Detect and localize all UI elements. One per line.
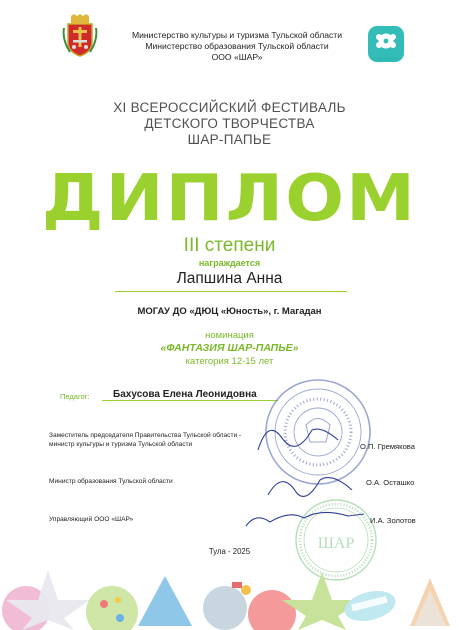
green-ball-icon	[86, 586, 138, 630]
signature-1	[258, 429, 338, 450]
decorative-ornaments	[0, 560, 459, 630]
organizer-line-3: ООО «ШАР»	[211, 52, 263, 62]
blue-tree-icon	[138, 576, 192, 626]
stamp-text: ШАР	[317, 535, 355, 552]
school: МОГАУ ДО «ДЮЦ «Юность», г. Магадан	[137, 306, 322, 317]
signatory-3-title: Управляющий ООО «ШАР»	[49, 516, 134, 523]
logo-caption: шар-папье	[372, 56, 400, 62]
city-year: Тула - 2025	[208, 547, 251, 556]
signatory-1-name: О.П. Гремякова	[360, 442, 415, 451]
red-ball-icon	[248, 590, 296, 630]
teacher-name: Бахусова Елена Леонидовна	[113, 389, 257, 400]
signatory-2-name: О.А. Осташко	[366, 478, 415, 487]
festival-line-3: ШАР-ПАПЬЕ	[187, 132, 272, 147]
round-official-stamp	[266, 380, 370, 484]
diploma-title: ДИПЛОМ	[41, 162, 418, 236]
organizer-line-1: Министерство культуры и туризма Тульской области	[131, 30, 343, 40]
nomination: «ФАНТАЗИЯ ШАР-ПАПЬЕ»	[160, 342, 299, 354]
divider	[115, 291, 347, 292]
organizers	[112, 30, 362, 63]
festival-line-1: XI ВСЕРОССИЙСКИЙ ФЕСТИВАЛЬ	[113, 100, 346, 115]
grey-ball-icon	[203, 586, 247, 630]
signatory-1-title-line-2: министр культуры и туризма Тульской области	[49, 440, 193, 448]
signatory-1-title-line-1: Заместитель председателя Правительства Тульской области -	[49, 432, 242, 439]
awarded-label: награждается	[198, 258, 261, 268]
shar-papier-logo	[366, 26, 406, 66]
age-category: категория 12-15 лет	[185, 356, 274, 367]
recipient-name: Лапшина Анна	[176, 270, 283, 287]
signature-2	[268, 478, 352, 497]
nomination-label: номинация	[205, 330, 254, 341]
signatory-1-title	[49, 432, 241, 449]
organizer-line-2: Министерство образования Тульской области	[145, 41, 329, 51]
divider	[102, 400, 278, 401]
teacher-label: Педагог:	[60, 392, 90, 401]
tula-coat-of-arms-icon	[62, 14, 98, 58]
signatory-3-name: И.А. Золотов	[370, 516, 416, 525]
degree: III степени	[183, 235, 276, 256]
signatory-2-title: Министр образования Тульской области	[49, 478, 173, 485]
festival-line-2: ДЕТСКОГО ТВОРЧЕСТВА	[144, 116, 315, 131]
signature-3	[246, 512, 364, 526]
